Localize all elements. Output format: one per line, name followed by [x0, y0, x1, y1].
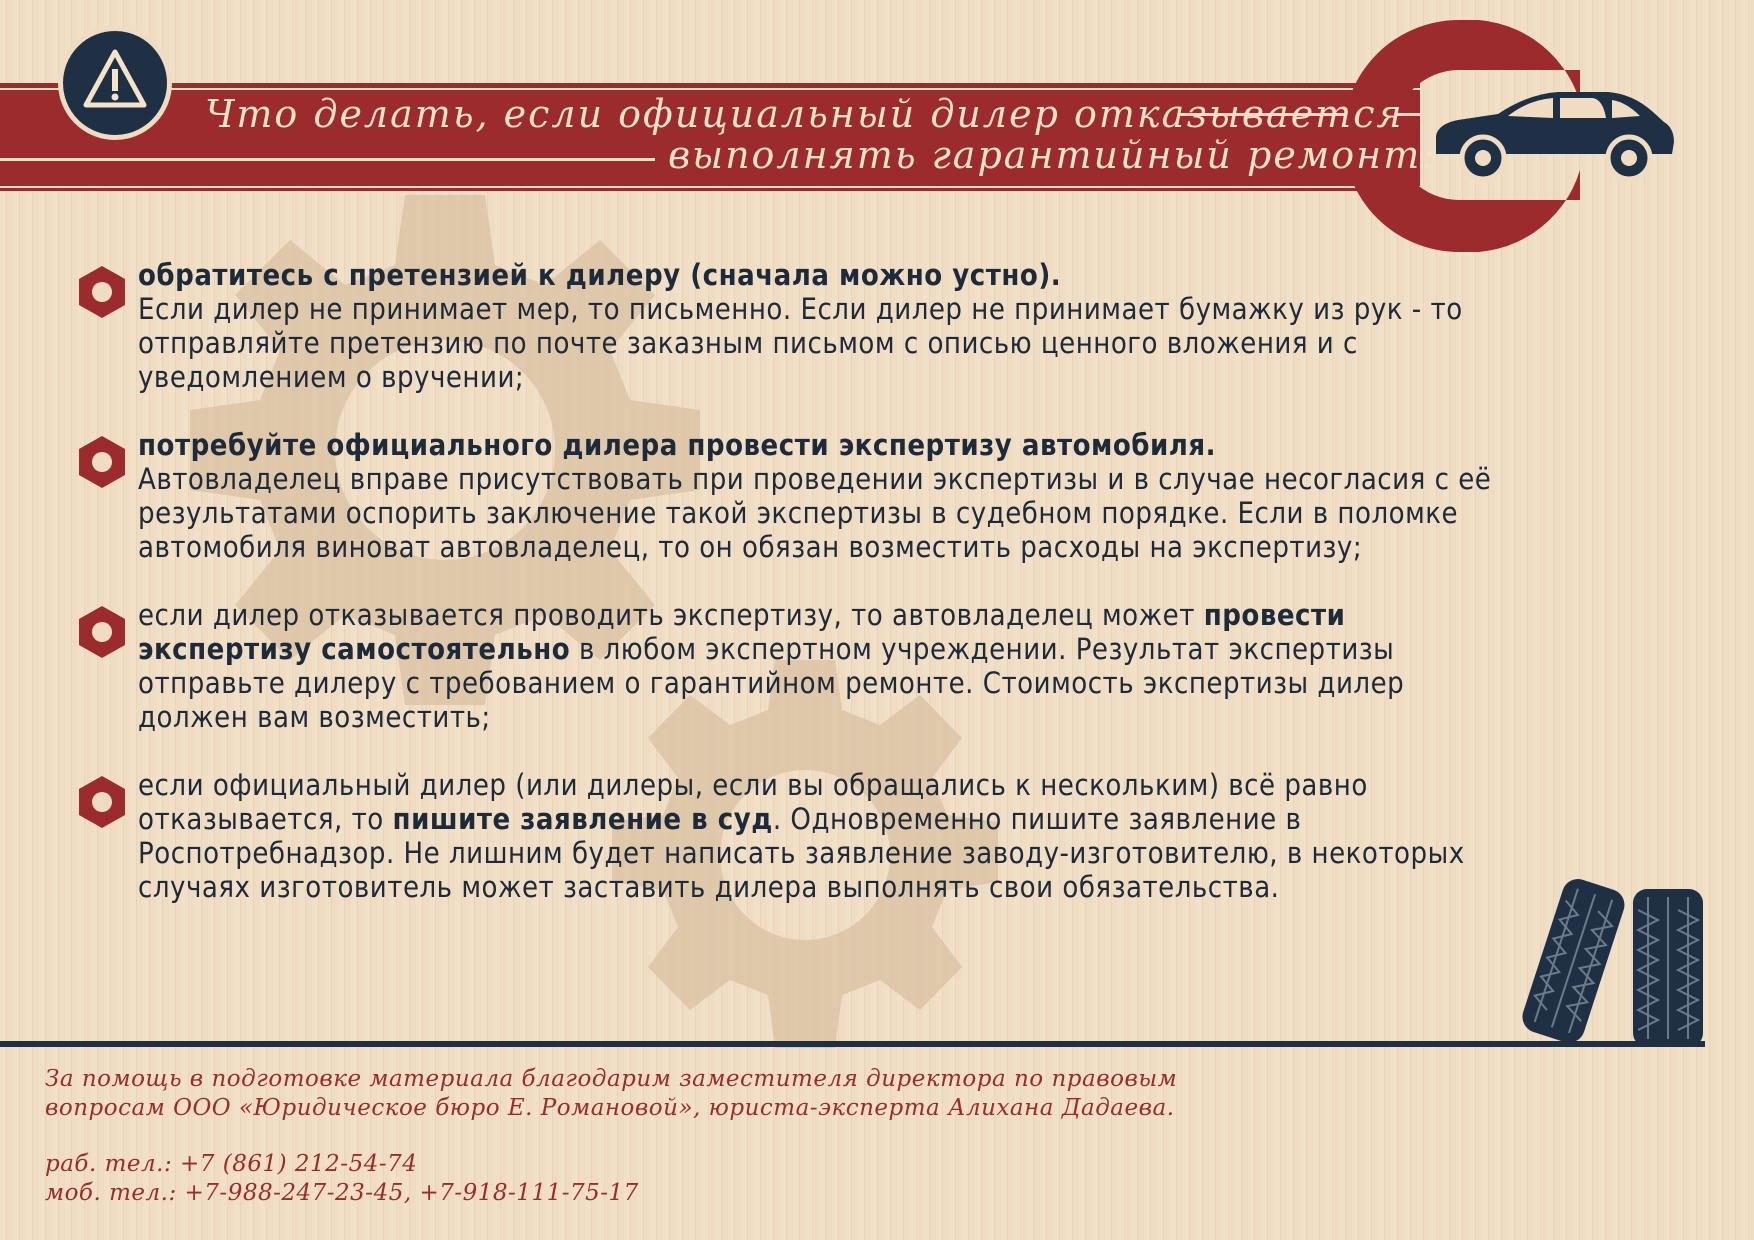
banner-stripe — [0, 186, 1420, 188]
banner-stripe — [0, 88, 1420, 90]
item-lead-end: . — [772, 802, 782, 836]
credit-line: За помощь в подготовке материала благодарим заместителя директора по правовым — [45, 1066, 1178, 1092]
item-heading: обратитесь с претензией к дилеру (сначала можно устно). — [138, 258, 1062, 292]
nut-bullet-icon — [74, 264, 130, 320]
list-item-text — [138, 768, 1514, 904]
banner-stripe — [0, 158, 655, 161]
nut-bullet-icon — [74, 774, 130, 830]
footer-divider — [0, 1041, 1705, 1047]
work-phone: раб. тел.: +7 (861) 212-54-74 — [45, 1151, 418, 1177]
item-emphasis: пишите заявление в суд — [392, 802, 773, 836]
list-item — [74, 598, 1514, 734]
advice-list — [74, 258, 1514, 904]
page-title-line-2: выполнять гарантийный ремонт: — [668, 133, 1437, 177]
item-body: Если дилер не принимает мер, то письменно. Если дилер не принимает бумажку из рук - то отправляйте претензию по почте заказным письмом с описью ценного вложения и с уведомлением о вручении; — [138, 292, 1463, 394]
item-body: Автовладелец вправе присутствовать при проведении экспертизы и в случае несогласия с её результатами оспорить заключение такой экспертизы в судебном порядке. Если в поломке автомобиля виноват автовладелец, то он обязан возместить расходы на экспертизу; — [138, 462, 1492, 564]
warning-badge — [58, 26, 172, 140]
list-item-text — [138, 428, 1514, 564]
credit-line: вопросам ООО «Юридическое бюро Е. Романовой», юриста-эксперта Алихана Дадаева. — [45, 1095, 1175, 1121]
page-title-line-1: Что делать, если официальный дилер отказывается — [205, 92, 1404, 136]
item-body: Одновременно пишите заявление в Роспотребнадзор. Не лишним будет написать заявление заводу-изготовителю, в некоторых случаях изготовитель может заставить дилера выполнять свои обязательства. — [138, 802, 1465, 904]
item-emphasis: провести экспертизу самостоятельно — [138, 598, 1346, 666]
contact-phones — [45, 1150, 639, 1208]
nut-bullet-icon — [74, 604, 130, 660]
item-lead: если дилер отказывается проводить экспертизу, то автовладелец может — [138, 598, 1195, 632]
nut-bullet-icon — [74, 434, 130, 490]
list-item — [74, 258, 1514, 394]
mobile-phones: моб. тел.: +7-988-247-23-45, +7-918-111-75-17 — [45, 1180, 639, 1206]
tires-icon — [1510, 875, 1710, 1050]
warning-triangle-icon — [82, 47, 148, 113]
list-item-text — [138, 598, 1514, 734]
item-body: Результат экспертизы отправьте дилеру с требованием о гарантийном ремонте. Стоимость экспертизы дилер должен вам возместить; — [138, 632, 1405, 734]
list-item-text — [138, 258, 1514, 394]
car-icon — [1428, 88, 1678, 184]
item-heading: потребуйте официального дилера провести экспертизу автомобиля. — [138, 428, 1217, 462]
item-lead: если официальный дилер (или дилеры, если вы обращались к нескольким) всё равно отказывается, то — [138, 768, 1368, 836]
list-item — [74, 428, 1514, 564]
credits — [45, 1065, 1177, 1123]
item-lead-end: в любом экспертном учреждении. — [578, 632, 1067, 666]
list-item — [74, 768, 1514, 904]
